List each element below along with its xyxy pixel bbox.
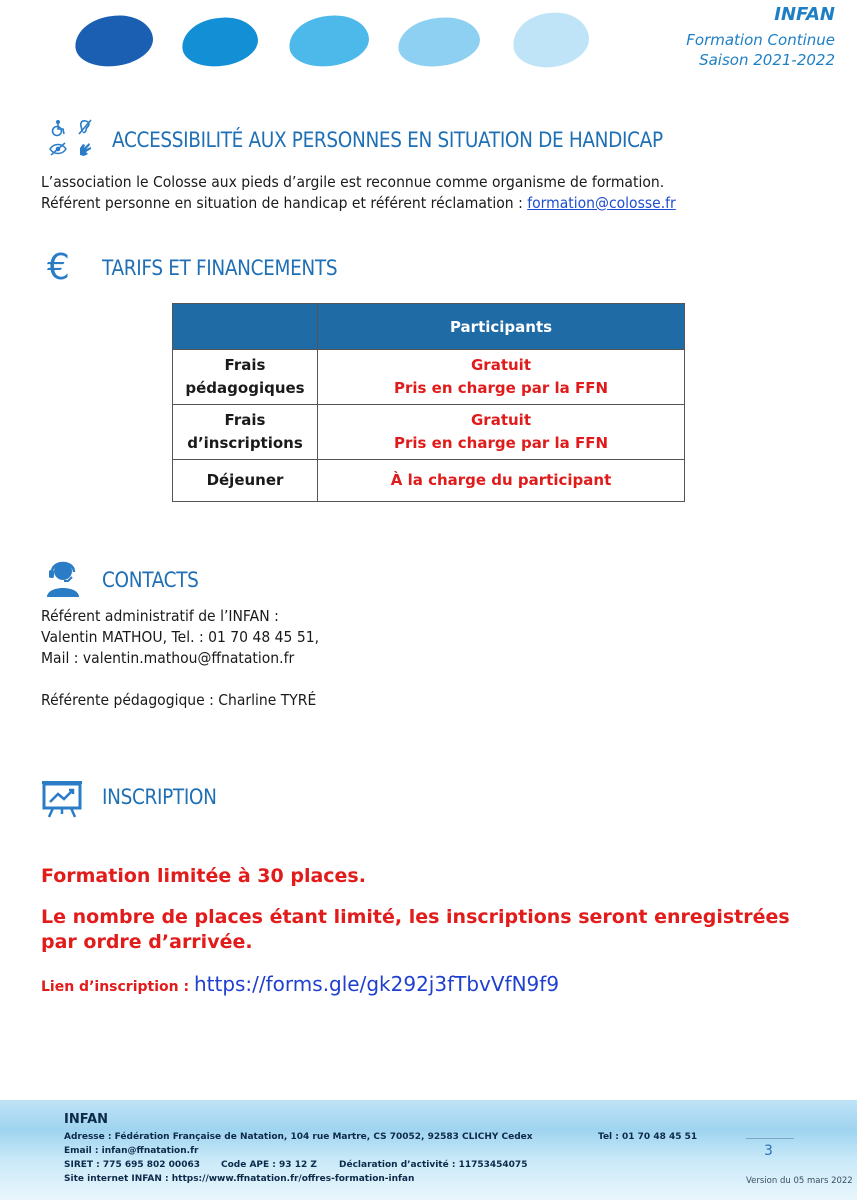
- footer: [0, 1100, 857, 1200]
- page-number-rule: [746, 1138, 794, 1139]
- contact-line-1: Référent administratif de l’INFAN :: [41, 607, 279, 625]
- section-title-contacts: CONTACTS: [102, 568, 199, 592]
- footer-address: Adresse : Fédération Française de Natation, 104 rue Martre, CS 70052, 92583 CLICHY Cedex: [64, 1132, 533, 1142]
- wheelchair-icon: [49, 119, 67, 137]
- footer-org: INFAN: [64, 1112, 109, 1127]
- table-header-participants: Participants: [318, 304, 685, 350]
- accessibility-text-1: L’association le Colosse aux pieds d’argile est reconnue comme organisme de formation.: [41, 173, 665, 191]
- page-number: 3: [764, 1143, 773, 1159]
- logo-blob-4: [396, 14, 483, 70]
- table-header-blank: [173, 304, 318, 350]
- footer-ape: Code APE : 93 12 Z: [221, 1160, 317, 1170]
- table-header-row: [173, 304, 685, 350]
- deaf-icon: [76, 118, 94, 136]
- footer-version: Version du 05 mars 2022: [746, 1176, 853, 1186]
- inscription-link-label: Lien d’inscription :: [41, 979, 194, 995]
- referent-label: Référent personne en situation de handicap et référent réclamation :: [41, 194, 528, 212]
- section-title-accessibility: ACCESSIBILITÉ AUX PERSONNES EN SITUATION DE HANDICAP: [112, 128, 663, 152]
- section-title-inscription: INSCRIPTION: [102, 785, 217, 809]
- table-row: [173, 460, 685, 502]
- logo-blob-1: [73, 12, 156, 70]
- footer-email: Email : infan@ffnatation.fr: [64, 1146, 199, 1156]
- inscription-link-line: [41, 972, 559, 996]
- inscription-order-2: par ordre d’arrivée.: [41, 931, 253, 953]
- contact-line-3: Mail : valentin.mathou@ffnatation.fr: [41, 649, 295, 667]
- referent-email-link[interactable]: formation@colosse.fr: [527, 194, 676, 212]
- header-subtitle: Formation Continue: [686, 31, 835, 49]
- inscription-order-1: Le nombre de places étant limité, les inscriptions seront enregistrées: [41, 906, 790, 928]
- presentation-icon: [40, 778, 84, 818]
- footer-siret: SIRET : 775 695 802 00063: [64, 1160, 200, 1170]
- table-row: [173, 350, 685, 405]
- row-label: Déjeuner: [173, 460, 318, 502]
- table-row: [173, 405, 685, 460]
- row-label: Frais pédagogiques: [173, 350, 318, 405]
- blind-icon: [49, 141, 67, 157]
- euro-icon: €: [47, 247, 70, 288]
- row-label: Frais d’inscriptions: [173, 405, 318, 460]
- footer-tel: Tel : 01 70 48 45 51: [598, 1132, 698, 1142]
- row-value: À la charge du participant: [318, 460, 685, 502]
- header-season: Saison 2021-2022: [699, 51, 835, 69]
- logo-blob-5: [510, 9, 591, 71]
- inscription-link[interactable]: https://forms.gle/gk292j3fTbvVfN9f9: [193, 972, 560, 996]
- logo-blob-3: [287, 12, 372, 70]
- row-value: Gratuit Pris en charge par la FFN: [318, 350, 685, 405]
- tarifs-table: [172, 303, 685, 502]
- contact-line-4: Référente pédagogique : Charline TYRÉ: [41, 691, 317, 709]
- accessibility-text-2: [41, 193, 676, 214]
- section-title-tarifs: TARIFS ET FINANCEMENTS: [102, 256, 338, 280]
- footer-declaration: Déclaration d’activité : 11753454075: [339, 1160, 528, 1170]
- header-title: INFAN: [774, 4, 835, 25]
- inscription-limit: Formation limitée à 30 places.: [41, 865, 366, 887]
- logo-blob-2: [180, 14, 261, 70]
- row-value: Gratuit Pris en charge par la FFN: [318, 405, 685, 460]
- contact-line-2: Valentin MATHOU, Tel. : 01 70 48 45 51,: [41, 628, 320, 646]
- footer-site: Site internet INFAN : https://www.ffnatation.fr/offres-formation-infan: [64, 1174, 415, 1184]
- sign-language-icon: [76, 140, 94, 158]
- support-agent-icon: [44, 557, 82, 597]
